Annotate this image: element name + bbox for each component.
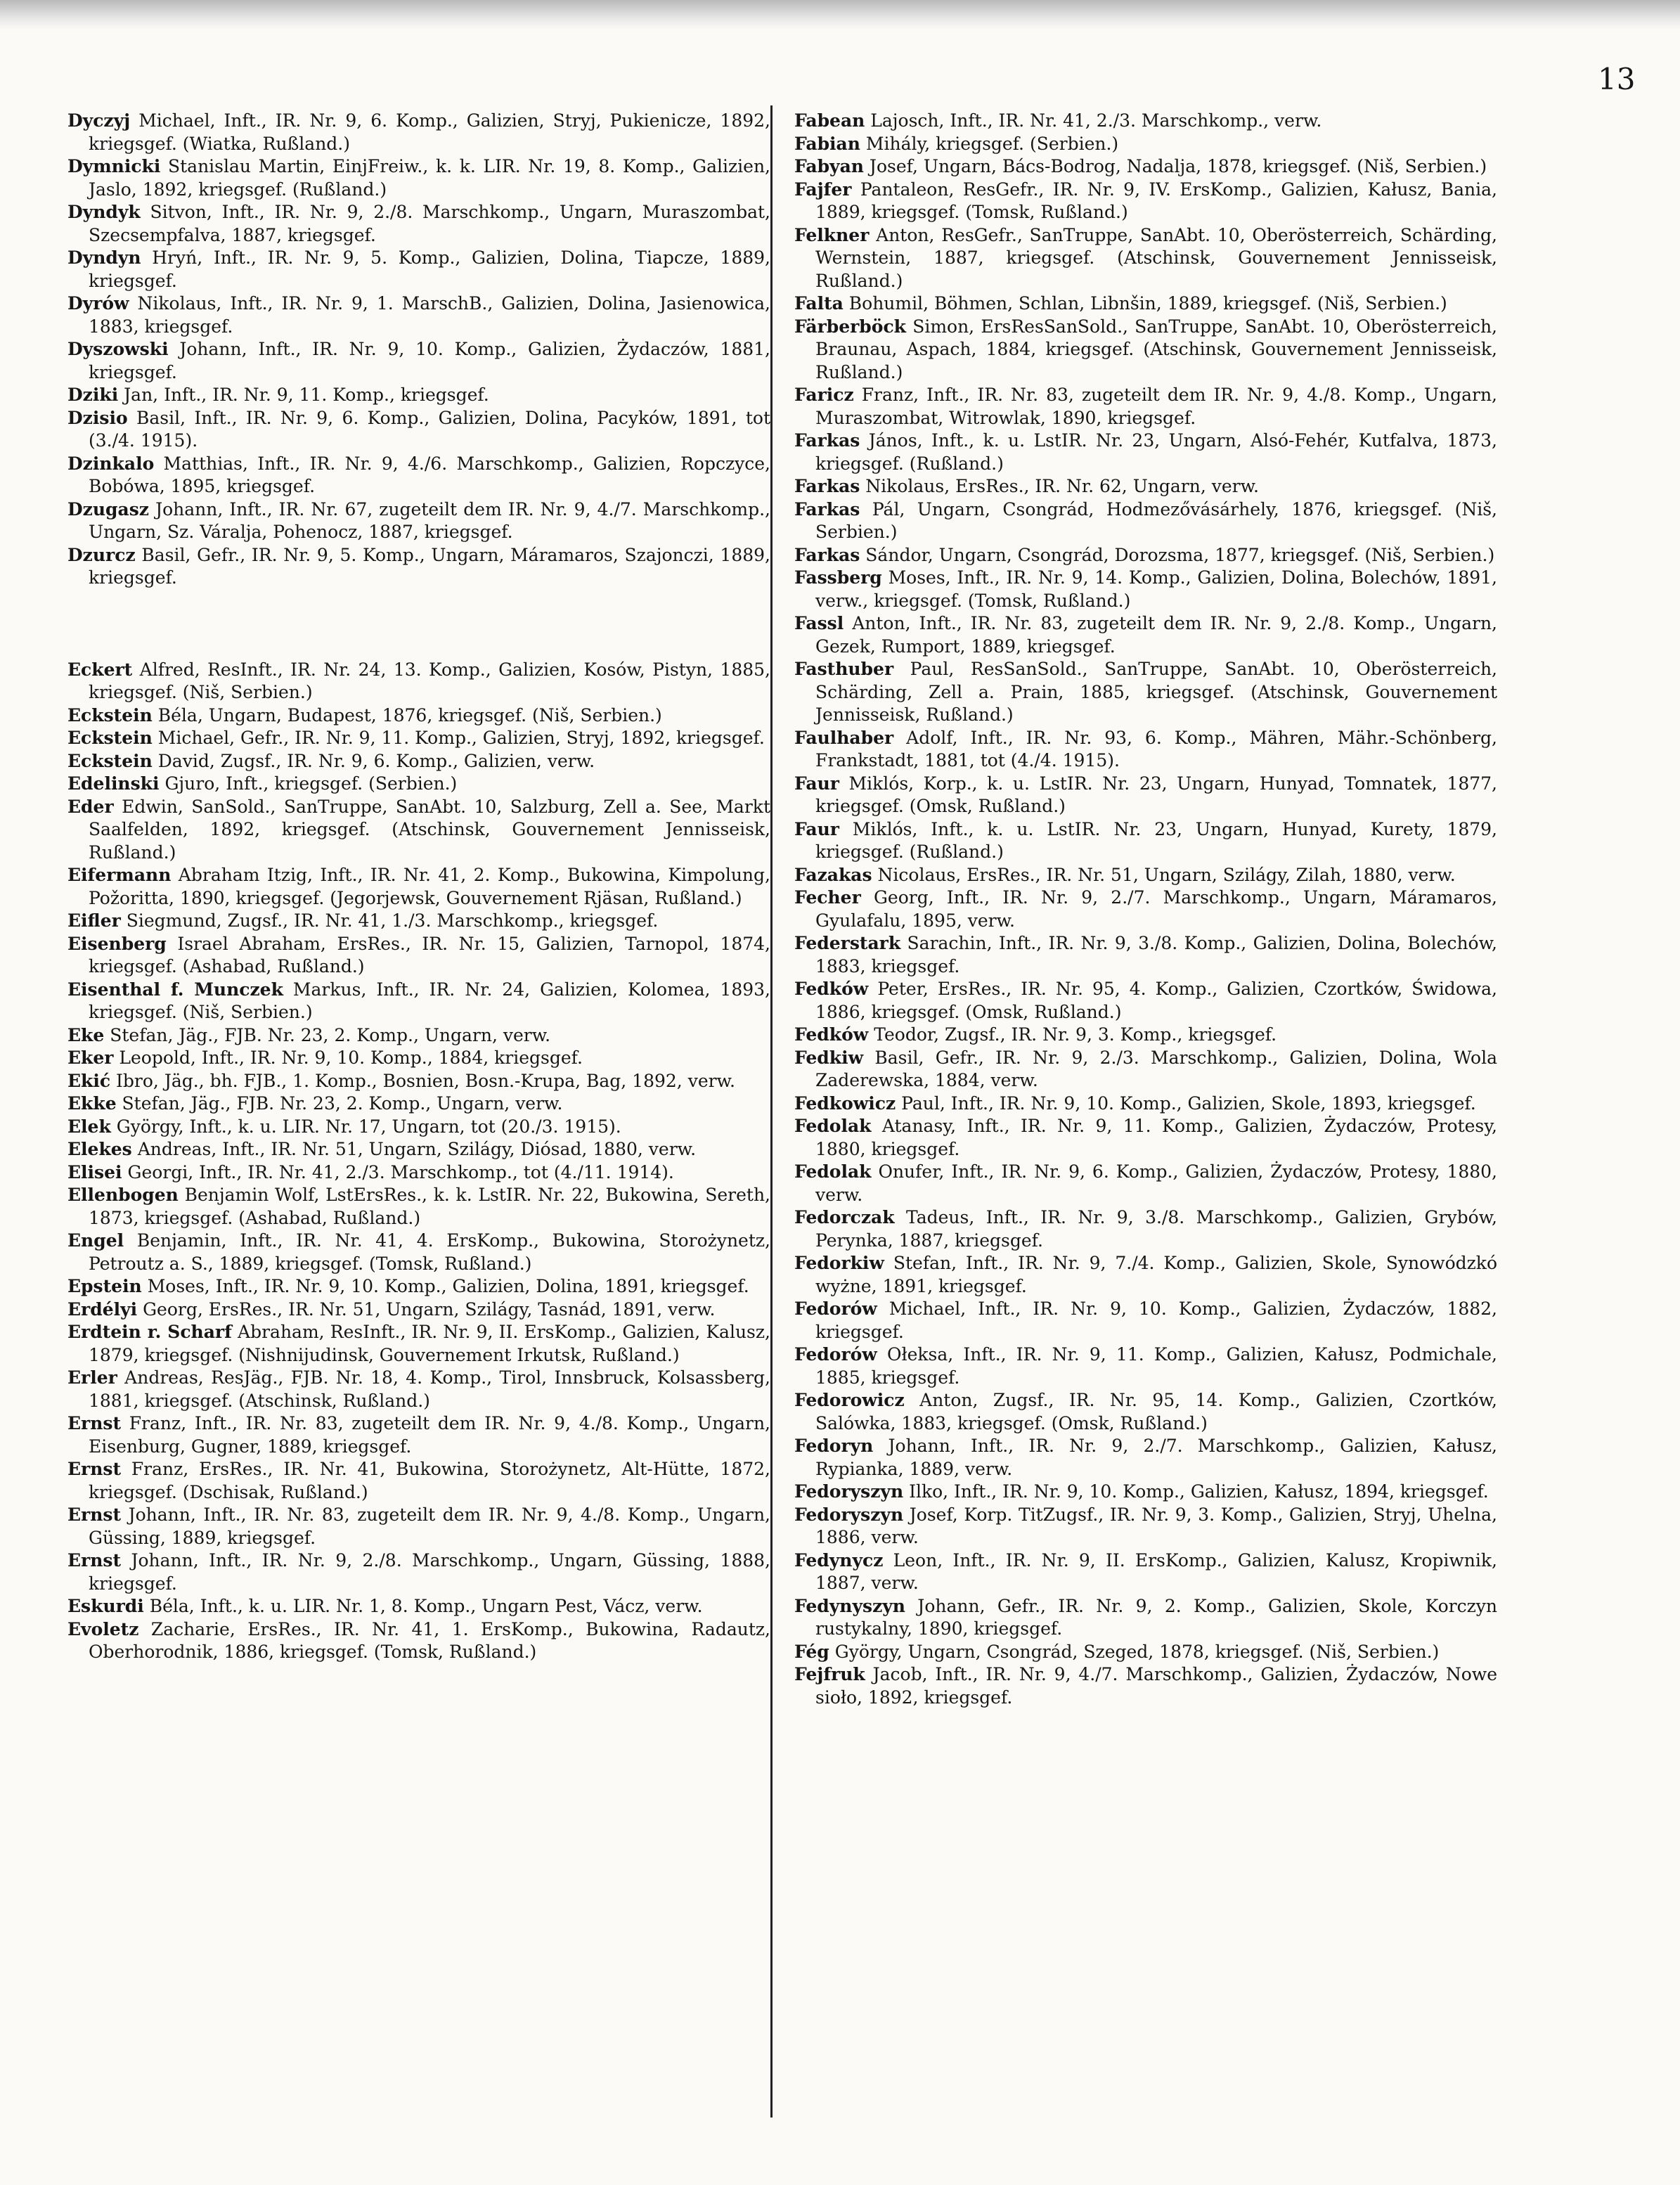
- entry-details: Onufer, Inft., IR. Nr. 9, 6. Komp., Galizien, Żydaczów, Protesy, 1880, verw.: [815, 1161, 1497, 1205]
- entry-details: Ilko, Inft., IR. Nr. 9, 10. Komp., Galizien, Kałusz, 1894, kriegsgef.: [903, 1481, 1489, 1502]
- register-entry: [67, 1092, 770, 1116]
- entry-details: Anton, ResGefr., SanTruppe, SanAbt. 10, Oberösterreich, Schärding, Wernstein, 1887, kriegsgef. (Atschinsk, Gouvernement Jennisseisk, Rußland.): [815, 224, 1497, 291]
- left-column: [67, 110, 770, 1664]
- entry-details: Sitvon, Inft., IR. Nr. 9, 2./8. Marschkomp., Ungarn, Muraszombat, Szecsempfalva, 1887, kriegsgef.: [89, 202, 770, 245]
- entry-details: Andreas, Inft., IR. Nr. 51, Ungarn, Szilágy, Diósad, 1880, verw.: [131, 1139, 697, 1159]
- register-entry: [794, 932, 1497, 978]
- entry-surname: Faulhaber: [794, 727, 894, 748]
- register-entry: [67, 910, 770, 933]
- register-entry: [67, 544, 770, 590]
- entry-details: Benjamin Wolf, LstErsRes., k. k. LstIR. Nr. 22, Bukowina, Sereth, 1873, kriegsgef. (Ashabad, Rußland.): [89, 1185, 770, 1228]
- register-entry: [794, 292, 1497, 316]
- register-entry: [67, 292, 770, 338]
- register-entry: [794, 155, 1497, 179]
- entry-details: Josef, Korp. TitZugsf., IR. Nr. 9, 3. Komp., Galizien, Stryj, Uhelna, 1886, verw.: [815, 1504, 1497, 1547]
- entry-details: Markus, Inft., IR. Nr. 24, Galizien, Kolomea, 1893, kriegsgef. (Niš, Serbien.): [89, 979, 771, 1022]
- entry-surname: Fedynyszyn: [794, 1595, 905, 1616]
- entry-details: Anton, Zugsf., IR. Nr. 95, 14. Komp., Galizien, Czortków, Salówka, 1883, kriegsgef. (Omsk, Rußland.): [815, 1390, 1497, 1433]
- entry-surname: Dyndyk: [67, 202, 141, 222]
- entry-surname: Fedoryn: [794, 1436, 874, 1456]
- entry-details: Stefan, Jäg., FJB. Nr. 23, 2. Komp., Ungarn, verw.: [104, 1024, 551, 1045]
- register-entry: [794, 887, 1497, 932]
- register-entry: [67, 1047, 770, 1070]
- entry-details: Johann, Gefr., IR. Nr. 9, 2. Komp., Galizien, Skole, Korczyn rustykalny, 1890, kriegsgef.: [815, 1595, 1497, 1639]
- register-entry: [67, 155, 770, 201]
- entry-surname: Farkas: [794, 476, 860, 496]
- register-entry: [67, 1116, 770, 1139]
- section-gap: [67, 590, 770, 659]
- register-entry: [67, 727, 770, 750]
- register-entry: [67, 750, 770, 773]
- entry-details: Miklós, Korp., k. u. LstIR. Nr. 23, Ungarn, Hunyad, Tomnatek, 1877, kriegsgef. (Omsk, Rußland.): [815, 773, 1497, 816]
- entry-surname: Farkas: [794, 544, 860, 565]
- entry-details: Georg, ErsRes., IR. Nr. 51, Ungarn, Szilágy, Tasnád, 1891, verw.: [137, 1298, 716, 1320]
- register-entry: [794, 1115, 1497, 1161]
- entry-details: Edwin, SanSold., SanTruppe, SanAbt. 10, Salzburg, Zell a. See, Markt Saalfelden, 1892, kriegsgef. (Atschinsk, Gouvernement Jennisseisk, Rußland.): [89, 796, 770, 863]
- entry-surname: Fedków: [794, 979, 869, 999]
- entry-details: Atanasy, Inft., IR. Nr. 9, 11. Komp., Galizien, Żydaczów, Protesy, 1880, kriegsgef.: [815, 1116, 1497, 1159]
- entry-surname: Färberböck: [794, 316, 907, 337]
- entry-surname: Eker: [67, 1048, 114, 1068]
- entry-surname: Ekić: [67, 1070, 111, 1091]
- register-entry: [794, 133, 1497, 156]
- page-number: 13: [1598, 62, 1636, 96]
- entry-surname: Eckstein: [67, 704, 153, 726]
- entry-details: Simon, ErsResSanSold., SanTruppe, SanAbt. 10, Oberösterreich, Braunau, Aspach, 1884, kriegsgef. (Atschinsk, Gouvernement Jennisseisk, Rußland.): [815, 316, 1497, 382]
- entry-surname: Fedorów: [794, 1344, 877, 1365]
- register-entry: [794, 727, 1497, 773]
- entry-surname: Fabean: [794, 110, 865, 131]
- register-entry: [794, 1092, 1497, 1116]
- entry-surname: Fabian: [794, 133, 860, 154]
- entry-details: Béla, Ungarn, Budapest, 1876, kriegsgef. (Niš, Serbien.): [152, 704, 662, 726]
- entry-surname: Fedorkiw: [794, 1253, 884, 1273]
- entry-surname: Ernst: [67, 1550, 122, 1571]
- entry-surname: Felkner: [794, 224, 870, 245]
- entry-details: Israel Abraham, ErsRes., IR. Nr. 15, Galizien, Tarnopol, 1874, kriegsgef. (Ashabad, Rußland.): [89, 933, 770, 977]
- scan-top-edge: [0, 0, 1680, 30]
- entry-surname: Fedorów: [794, 1298, 877, 1319]
- entry-details: Nikolaus, ErsRes., IR. Nr. 62, Ungarn, verw.: [860, 476, 1259, 496]
- register-entry: [67, 453, 770, 498]
- register-entry: [794, 1595, 1497, 1641]
- entry-surname: Farkas: [794, 430, 860, 451]
- entry-details: Benjamin, Inft., IR. Nr. 41, 4. ErsKomp., Bukowina, Storożynetz, Petroutz a. S., 1889, kriegsgef. (Tomsk, Rußland.): [89, 1230, 770, 1274]
- entry-details: György, Inft., k. u. LIR. Nr. 17, Ungarn, tot (20./3. 1915).: [110, 1116, 621, 1137]
- register-entry: [794, 110, 1497, 133]
- register-entry: [67, 1367, 770, 1412]
- entry-details: Teodor, Zugsf., IR. Nr. 9, 3. Komp., kriegsgef.: [868, 1024, 1277, 1045]
- entry-surname: Ernst: [67, 1413, 122, 1433]
- entry-details: Johann, Inft., IR. Nr. 9, 10. Komp., Galizien, Żydaczów, 1881, kriegsgef.: [89, 339, 770, 382]
- entry-details: Nikolaus, Inft., IR. Nr. 9, 1. MarschB., Galizien, Dolina, Jasienowica, 1883, kriegsgef.: [89, 293, 770, 337]
- entry-details: Leon, Inft., IR. Nr. 9, II. ErsKomp., Galizien, Kalusz, Kropiwnik, 1887, verw.: [815, 1549, 1497, 1593]
- entry-surname: Faur: [794, 818, 839, 839]
- register-entry: [67, 1549, 770, 1595]
- entry-surname: Eckstein: [67, 728, 153, 748]
- entry-surname: Eckert: [67, 659, 133, 680]
- entry-details: Gjuro, Inft., kriegsgef. (Serbien.): [159, 773, 458, 794]
- register-entry: [794, 316, 1497, 385]
- entry-details: Johann, Inft., IR. Nr. 83, zugeteilt dem IR. Nr. 9, 4./8. Komp., Ungarn, Güssing, 1889, kriegsgef.: [89, 1504, 770, 1548]
- entry-surname: Faricz: [794, 385, 854, 405]
- entry-details: Zacharie, ErsRes., IR. Nr. 41, 1. ErsKomp., Bukowina, Radautz, Oberhorodnik, 1886, kriegsgef. (Tomsk, Rußland.): [89, 1618, 770, 1662]
- entry-details: Jan, Inft., IR. Nr. 9, 11. Komp., kriegsgef.: [118, 385, 489, 405]
- register-entry: [67, 1458, 770, 1504]
- entry-surname: Dymnicki: [67, 156, 161, 176]
- entry-details: Stanislau Martin, EinjFreiw., k. k. LIR. Nr. 19, 8. Komp., Galizien, Jaslo, 1892, kriegsgef. (Rußland.): [89, 156, 770, 200]
- entry-surname: Eifermann: [67, 865, 172, 885]
- entry-details: Leopold, Inft., IR. Nr. 9, 10. Komp., 1884, kriegsgef.: [113, 1048, 583, 1068]
- entry-details: Michael, Inft., IR. Nr. 9, 10. Komp., Galizien, Żydaczów, 1882, kriegsgef.: [815, 1298, 1497, 1342]
- entry-surname: Fedków: [794, 1024, 869, 1045]
- entry-surname: Dzurcz: [67, 544, 136, 565]
- entry-details: Moses, Inft., IR. Nr. 9, 10. Komp., Galizien, Dolina, 1891, kriegsgef.: [141, 1276, 749, 1296]
- entry-surname: Faur: [794, 773, 839, 794]
- entry-surname: Fedolak: [794, 1161, 872, 1182]
- entry-surname: Eisenthal f. Munczek: [67, 979, 283, 1000]
- entry-surname: Engel: [67, 1230, 124, 1251]
- entry-details: Sarachin, Inft., IR. Nr. 9, 3./8. Komp., Galizien, Dolina, Bolechów, 1883, kriegsgef.: [815, 933, 1497, 977]
- column-divider: [770, 105, 773, 2118]
- entry-details: Hryń, Inft., IR. Nr. 9, 5. Komp., Galizien, Dolina, Tiapcze, 1889, kriegsgef.: [89, 247, 770, 291]
- entry-surname: Dziki: [67, 385, 119, 405]
- register-entry: [794, 475, 1497, 498]
- entry-surname: Fassl: [794, 613, 844, 633]
- register-entry: [794, 430, 1497, 475]
- entry-details: Stefan, Jäg., FJB. Nr. 23, 2. Komp., Ungarn, verw.: [116, 1093, 563, 1114]
- entry-details: Sándor, Ungarn, Csongrád, Dorozsma, 1877, kriegsgef. (Niš, Serbien.): [860, 544, 1495, 565]
- entry-details: Franz, Inft., IR. Nr. 83, zugeteilt dem IR. Nr. 9, 4./8. Komp., Ungarn, Muraszombat, Witrowlak, 1890, kriegsgef.: [815, 385, 1497, 428]
- register-entry: [794, 1252, 1497, 1298]
- entry-surname: Dzinkalo: [67, 453, 155, 474]
- entry-surname: Fedorowicz: [794, 1390, 905, 1410]
- register-entry: [794, 224, 1497, 293]
- entry-surname: Erdtein r. Scharf: [67, 1322, 232, 1342]
- register-entry: [67, 498, 770, 544]
- entry-details: Paul, Inft., IR. Nr. 9, 10. Komp., Galizien, Skole, 1893, kriegsgef.: [896, 1092, 1476, 1114]
- register-entry: [67, 659, 770, 704]
- register-entry: [794, 978, 1497, 1024]
- register-entry: [67, 247, 770, 292]
- entry-surname: Eifler: [67, 910, 121, 931]
- register-entry: [794, 1343, 1497, 1389]
- register-entry: [794, 612, 1497, 658]
- entry-surname: Fassberg: [794, 567, 882, 588]
- register-entry: [67, 110, 770, 155]
- register-entry: [67, 933, 770, 979]
- register-entry: [67, 773, 770, 796]
- register-entry: [67, 1595, 770, 1618]
- entry-details: Michael, Inft., IR. Nr. 9, 6. Komp., Galizien, Stryj, Pukienicze, 1892, kriegsgef. (Wiatka, Rußland.): [89, 110, 770, 154]
- entry-details: Alfred, ResInft., IR. Nr. 24, 13. Komp., Galizien, Kosów, Pistyn, 1885, kriegsgef. (Niš, Serbien.): [89, 659, 770, 702]
- register-entry: [794, 1298, 1497, 1343]
- register-entry: [67, 1161, 770, 1185]
- entry-surname: Dzugasz: [67, 498, 150, 520]
- entry-surname: Dyndyn: [67, 247, 141, 268]
- entry-details: Michael, Gefr., IR. Nr. 9, 11. Komp., Galizien, Stryj, 1892, kriegsgef.: [152, 728, 765, 748]
- register-entry: [794, 1663, 1497, 1709]
- entry-details: Paul, ResSanSold., SanTruppe, SanAbt. 10, Oberösterreich, Schärding, Zell a. Prain, 1885, kriegsgef. (Atschinsk, Gouvernement Jennisseisk, Rußland.): [815, 659, 1497, 725]
- entry-details: Bohumil, Böhmen, Schlan, Libnšin, 1889, kriegsgef. (Niš, Serbien.): [843, 293, 1447, 314]
- register-entry: [67, 1184, 770, 1230]
- register-entry: [67, 1070, 770, 1093]
- entry-details: Abraham Itzig, Inft., IR. Nr. 41, 2. Komp., Bukowina, Kimpolung, Požoritta, 1890, kriegsgef. (Jegorjewsk, Gouvernement Rjäsan, Rußland.): [89, 865, 770, 908]
- entry-details: Matthias, Inft., IR. Nr. 9, 4./6. Marschkomp., Galizien, Ropczyce, Bobówa, 1895, kriegsgef.: [89, 453, 770, 496]
- entry-details: Georgi, Inft., IR. Nr. 41, 2./3. Marschkomp., tot (4./11. 1914).: [122, 1161, 674, 1182]
- entry-details: János, Inft., k. u. LstIR. Nr. 23, Ungarn, Alsó-Fehér, Kutfalva, 1873, kriegsgef. (Rußland.): [815, 430, 1497, 474]
- entry-surname: Fedoryszyn: [794, 1504, 904, 1525]
- entry-details: Johann, Inft., IR. Nr. 9, 2./7. Marschkomp., Galizien, Kałusz, Rypianka, 1889, verw.: [815, 1436, 1497, 1479]
- entry-surname: Fedorczak: [794, 1207, 895, 1227]
- entry-details: Johann, Inft., IR. Nr. 67, zugeteilt dem IR. Nr. 9, 4./7. Marschkomp., Ungarn, Sz. Váralja, Pohenocz, 1887, kriegsgef.: [89, 498, 770, 542]
- register-entry: [67, 1321, 770, 1367]
- register-entry: [794, 567, 1497, 612]
- entry-surname: Dyszowski: [67, 339, 169, 359]
- entry-details: Basil, Gefr., IR. Nr. 9, 2./3. Marschkomp., Galizien, Dolina, Wola Zaderewska, 1884, verw.: [815, 1047, 1497, 1090]
- entry-details: Stefan, Inft., IR. Nr. 9, 7./4. Komp., Galizien, Skole, Synowódzkó wyżne, 1891, kriegsgef.: [815, 1253, 1497, 1296]
- entry-details: Georg, Inft., IR. Nr. 9, 2./7. Marschkomp., Ungarn, Máramaros, Gyulafalu, 1895, verw.: [815, 887, 1497, 931]
- entry-details: Siegmund, Zugsf., IR. Nr. 41, 1./3. Marschkomp., kriegsgef.: [120, 910, 659, 931]
- register-entry: [794, 1641, 1497, 1664]
- entry-surname: Ekke: [67, 1093, 117, 1114]
- register-entry: [67, 1138, 770, 1161]
- entry-surname: Ernst: [67, 1459, 122, 1479]
- entry-surname: Erler: [67, 1367, 117, 1388]
- entry-surname: Fedoryszyn: [794, 1481, 904, 1502]
- register-entry: [67, 1504, 770, 1549]
- entry-details: Mihály, kriegsgef. (Serbien.): [860, 133, 1119, 154]
- entry-surname: Eisenberg: [67, 933, 167, 954]
- entry-surname: Erdélyi: [67, 1298, 138, 1320]
- register-entry: [794, 1206, 1497, 1252]
- register-entry: [67, 704, 770, 728]
- entry-details: David, Zugsf., IR. Nr. 9, 6. Komp., Galizien, verw.: [152, 750, 595, 771]
- register-entry: [794, 1504, 1497, 1549]
- entry-details: Ibro, Jäg., bh. FJB., 1. Komp., Bosnien, Bosn.-Krupa, Bag, 1892, verw.: [110, 1070, 735, 1091]
- entry-details: Nicolaus, ErsRes., IR. Nr. 51, Ungarn, Szilágy, Zilah, 1880, verw.: [872, 864, 1456, 885]
- entry-details: Franz, Inft., IR. Nr. 83, zugeteilt dem IR. Nr. 9, 4./8. Komp., Ungarn, Eisenburg, Gugner, 1889, kriegsgef.: [89, 1413, 770, 1457]
- entry-details: Pantaleon, ResGefr., IR. Nr. 9, IV. ErsKomp., Galizien, Kałusz, Bania, 1889, kriegsgef. (Tomsk, Rußland.): [815, 179, 1497, 222]
- entry-details: Josef, Ungarn, Bács-Bodrog, Nadalja, 1878, kriegsgef. (Niš, Serbien.): [863, 156, 1487, 176]
- register-entry: [67, 864, 770, 910]
- entry-details: Franz, ErsRes., IR. Nr. 41, Bukowina, Storożynetz, Alt-Hütte, 1872, kriegsgef. (Dschisak, Rußland.): [89, 1459, 770, 1502]
- entry-details: Adolf, Inft., IR. Nr. 93, 6. Komp., Mähren, Mähr.-Schönberg, Frankstadt, 1881, tot (4./4. 1915).: [815, 727, 1497, 771]
- entry-surname: Fasthuber: [794, 659, 894, 679]
- entry-surname: Evoletz: [67, 1618, 139, 1639]
- entry-details: Basil, Inft., IR. Nr. 9, 6. Komp., Galizien, Dolina, Pacyków, 1891, tot (3./4. 1915).: [89, 407, 770, 451]
- entry-surname: Falta: [794, 293, 844, 314]
- register-entry: [67, 201, 770, 247]
- entry-surname: Fedkowicz: [794, 1092, 896, 1114]
- register-entry: [794, 498, 1497, 544]
- register-entry: [794, 864, 1497, 887]
- register-entry: [67, 1618, 770, 1664]
- entry-details: Lajosch, Inft., IR. Nr. 41, 2./3. Marschkomp., verw.: [865, 110, 1322, 131]
- entry-details: Anton, Inft., IR. Nr. 83, zugeteilt dem IR. Nr. 9, 2./8. Komp., Ungarn, Gezek, Rumport, 1889, kriegsgef.: [815, 613, 1497, 657]
- entry-surname: Farkas: [794, 498, 860, 520]
- register-entry: [67, 796, 770, 865]
- register-entry: [794, 1047, 1497, 1092]
- entry-surname: Elek: [67, 1116, 111, 1137]
- register-entry: [794, 1161, 1497, 1206]
- entry-details: Abraham, ResInft., IR. Nr. 9, II. ErsKomp., Galizien, Kalusz, 1879, kriegsgef. (Nishnijudinsk, Gouvernement Irkutsk, Rußland.): [89, 1322, 771, 1365]
- register-entry: [67, 979, 770, 1024]
- register-entry: [794, 179, 1497, 224]
- entry-surname: Fabyan: [794, 156, 864, 176]
- entry-details: Miklós, Inft., k. u. LstIR. Nr. 23, Ungarn, Hunyad, Kurety, 1879, kriegsgef. (Rußland.): [815, 818, 1497, 862]
- register-entry: [794, 384, 1497, 430]
- register-entry: [67, 1024, 770, 1048]
- register-entry: [794, 1024, 1497, 1047]
- entry-details: Moses, Inft., IR. Nr. 9, 14. Komp., Galizien, Dolina, Bolechów, 1891, verw., kriegsgef. (Tomsk, Rußland.): [815, 567, 1497, 611]
- entry-details: Pál, Ungarn, Csongrád, Hodmezővásárhely, 1876, kriegsgef. (Niš, Serbien.): [815, 498, 1497, 542]
- entry-surname: Fazakas: [794, 864, 872, 885]
- entry-surname: Ellenbogen: [67, 1185, 179, 1205]
- entry-surname: Elekes: [67, 1139, 132, 1159]
- entry-surname: Eke: [67, 1024, 105, 1045]
- entry-details: Basil, Gefr., IR. Nr. 9, 5. Komp., Ungarn, Máramaros, Szajonczi, 1889, kriegsgef.: [89, 544, 770, 588]
- entry-surname: Ernst: [67, 1504, 122, 1525]
- entry-surname: Fecher: [794, 887, 861, 908]
- entry-surname: Dzisio: [67, 407, 128, 428]
- register-entry: [794, 818, 1497, 864]
- entry-surname: Fedolak: [794, 1116, 872, 1136]
- entry-surname: Dyrów: [67, 293, 129, 314]
- register-entry: [794, 1549, 1497, 1595]
- entry-surname: Eckstein: [67, 750, 153, 771]
- register-entry: [794, 773, 1497, 818]
- register-entry: [67, 407, 770, 453]
- entry-details: György, Ungarn, Csongrád, Szeged, 1878, kriegsgef. (Niš, Serbien.): [829, 1641, 1440, 1662]
- register-entry: [67, 384, 770, 407]
- register-entry: [794, 544, 1497, 567]
- entry-surname: Dyczyj: [67, 110, 131, 131]
- entry-surname: Epstein: [67, 1276, 142, 1296]
- entry-surname: Fég: [794, 1641, 829, 1662]
- entry-surname: Eder: [67, 796, 114, 817]
- register-entry: [794, 1389, 1497, 1435]
- register-entry: [67, 1412, 770, 1458]
- entry-surname: Federstark: [794, 933, 901, 953]
- register-entry: [67, 338, 770, 384]
- entry-surname: Fajfer: [794, 179, 852, 200]
- entry-surname: Fedkiw: [794, 1047, 864, 1068]
- entry-details: Johann, Inft., IR. Nr. 9, 2./8. Marschkomp., Ungarn, Güssing, 1888, kriegsgef.: [89, 1550, 770, 1594]
- register-entry: [67, 1298, 770, 1322]
- entry-surname: Edelinski: [67, 773, 160, 794]
- register-entry: [67, 1230, 770, 1275]
- entry-details: Jacob, Inft., IR. Nr. 9, 4./7. Marschkomp., Galizien, Żydaczów, Nowe sioło, 1892, kriegsgef.: [815, 1664, 1497, 1708]
- entry-details: Tadeus, Inft., IR. Nr. 9, 3./8. Marschkomp., Galizien, Grybów, Perynka, 1887, kriegsgef.: [815, 1207, 1497, 1251]
- entry-surname: Eskurdi: [67, 1596, 144, 1616]
- entry-surname: Elisei: [67, 1161, 122, 1182]
- register-entry: [794, 1435, 1497, 1481]
- entry-details: Peter, ErsRes., IR. Nr. 95, 4. Komp., Galizien, Czortków, Świdowa, 1886, kriegsgef. (Omsk, Rußland.): [815, 979, 1497, 1022]
- register-entry: [794, 658, 1497, 727]
- entry-surname: Fedynycz: [794, 1549, 884, 1571]
- register-entry: [67, 1275, 770, 1298]
- entry-details: Béla, Inft., k. u. LIR. Nr. 1, 8. Komp., Ungarn Pest, Vácz, verw.: [143, 1596, 703, 1616]
- register-entry: [794, 1481, 1497, 1504]
- entry-details: Andreas, ResJäg., FJB. Nr. 18, 4. Komp., Tirol, Innsbruck, Kolsassberg, 1881, kriegsgef. (Atschinsk, Rußland.): [89, 1367, 770, 1411]
- right-column: [794, 110, 1497, 1709]
- entry-surname: Fejfruk: [794, 1664, 865, 1684]
- entry-details: Ołeksa, Inft., IR. Nr. 9, 11. Komp., Galizien, Kałusz, Podmichale, 1885, kriegsgef.: [815, 1344, 1497, 1388]
